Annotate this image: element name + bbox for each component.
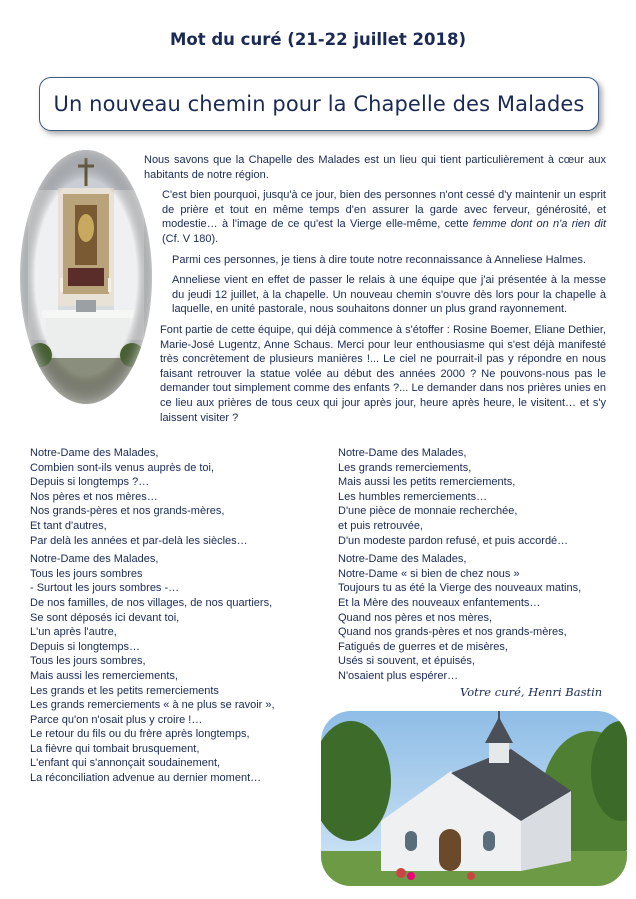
poem-line: Depuis si longtemps ?… bbox=[30, 476, 150, 489]
poem-line: Usés si souvent, et épuisés, bbox=[338, 655, 475, 668]
poem-line: Mais aussi les petits remerciements, bbox=[338, 476, 516, 489]
signature: Votre curé, Henri Bastin bbox=[460, 685, 603, 699]
poem-line: Le retour du fils ou du frère après longtemps, bbox=[30, 728, 250, 741]
poem-line: Nos pères et nos mères… bbox=[30, 490, 158, 503]
poem-line: Depuis si longtemps… bbox=[30, 640, 141, 653]
poem-line: Les grands remerciements « à ne plus se ravoir », bbox=[30, 699, 275, 712]
poem-line: D'un modeste pardon refusé, et puis accordé… bbox=[338, 534, 569, 547]
poem-line: Toujours tu as été la Vierge des nouveaux matins, bbox=[338, 582, 582, 595]
intro-paragraph-text: (Cf. V 180). bbox=[162, 232, 219, 245]
poem-line: Les humbles remerciements… bbox=[338, 490, 488, 503]
poem-line: Et tant d'autres, bbox=[30, 519, 107, 532]
poem-right-column bbox=[338, 446, 623, 688]
poem-line: Quand nos grands-pères et nos grands-mères, bbox=[338, 626, 567, 639]
poem-stanza bbox=[30, 552, 320, 786]
poem-line: Se sont déposés ici devant toi, bbox=[30, 611, 180, 624]
page-header: Mot du curé (21-22 juillet 2018) bbox=[169, 30, 466, 49]
title-banner bbox=[39, 77, 599, 131]
poem-line: - Surtout les jours sombres -… bbox=[30, 582, 180, 595]
poem-line: De nos familles, de nos villages, de nos quartiers, bbox=[30, 596, 273, 609]
poem-line: D'une pièce de monnaie recherchée, bbox=[338, 505, 518, 518]
intro-paragraph bbox=[140, 273, 606, 317]
poem-line: Par delà les années et par-delà les siècles… bbox=[30, 534, 248, 547]
intro-paragraph bbox=[140, 323, 606, 425]
poem-line: Combien sont-ils venus auprès de toi, bbox=[30, 461, 215, 474]
poem-line: Notre-Dame « si bien de chez nous » bbox=[338, 567, 520, 580]
poem-line: La fièvre qui tombait brusquement, bbox=[30, 742, 200, 755]
intro-paragraph bbox=[140, 188, 606, 246]
intro-paragraph-text: Anneliese vient en effet de passer le relais à une équipe que j'ai présentée à la messe du jeudi 12 juillet, à la chapelle. Un nouveau chemin s'ouvre dès lors pour la chapelle à laquelle, en unité pastorale, nous souhaitons donner un plus grand rayonnement. bbox=[172, 274, 606, 316]
poem-line: Les grands et les petits remerciements bbox=[30, 684, 219, 697]
poem-line: Mais aussi les remerciements, bbox=[30, 669, 178, 682]
poem-line: N'osaient plus espérer… bbox=[338, 669, 459, 682]
intro-paragraph-text: Font partie de cette équipe, qui déjà commence à s'étoffer : Rosine Boemer, Eliane Dethier, Marie-José Lugentz, Anne Schaus. Merci pour leur enthousiasme qui s'est déjà manifesté très concrètement de plusieurs manières !... Le ciel ne pourrait-il pas y répondre en nous faisant retrouver la statue volée au début des années 2000 ? Ne pouvons-nous pas le demander tout simplement comme des enfants ?... Le demander dans nos prières unies en ce lieu aux prières de tous ceux qui jour après jour, heure après heure, le visitent… et s'y laissent visiter ? bbox=[160, 323, 606, 424]
poem-stanza bbox=[338, 552, 623, 683]
intro-paragraph-text: Parmi ces personnes, je tiens à dire toute notre reconnaissance à Anneliese Halmes. bbox=[172, 253, 586, 266]
poem-line: L'enfant qui s'annonçait soudainement, bbox=[30, 757, 221, 770]
poem-left-column bbox=[30, 446, 320, 790]
chapel-interior-illustration bbox=[20, 150, 152, 404]
poem-line: Tous les jours sombres bbox=[30, 567, 143, 580]
poem-line: Nos grands-pères et nos grands-mères, bbox=[30, 505, 225, 518]
poem-line: Notre-Dame des Malades, bbox=[30, 553, 159, 566]
intro-text bbox=[140, 153, 606, 431]
poem-line: Notre-Dame des Malades, bbox=[30, 447, 159, 459]
poem-line: et puis retrouvée, bbox=[338, 519, 423, 532]
poem-line: Et la Mère des nouveaux enfantements… bbox=[338, 596, 541, 609]
poem-line: La réconciliation advenue au dernier moment… bbox=[30, 772, 262, 785]
poem-stanza bbox=[30, 446, 320, 548]
poem-line: Notre-Dame des Malades, bbox=[338, 447, 467, 459]
poem-line: L'un après l'autre, bbox=[30, 626, 117, 639]
poem-line: Notre-Dame des Malades, bbox=[338, 553, 467, 566]
chapel-interior-photo bbox=[20, 150, 152, 404]
banner-title: Un nouveau chemin pour la Chapelle des Malades bbox=[53, 92, 585, 116]
poem-line: Quand nos pères et nos mères, bbox=[338, 611, 493, 624]
poem-line: Fatigués de guerres et de misères, bbox=[338, 640, 508, 653]
intro-paragraph-text: C'est bien pourquoi, jusqu'à ce jour, bien des personnes n'ont cessé d'y maintenir un esprit de prière et tout en même temps d'en assurer la garde avec ferveur, générosité, et modestie… à l'image de ce qu'est la Vierge elle-même, cette bbox=[162, 189, 606, 231]
poem-line: Tous les jours sombres, bbox=[30, 655, 146, 668]
poem-line: Les grands remerciements, bbox=[338, 461, 472, 474]
chapel-exterior-photo bbox=[321, 711, 627, 886]
chapel-exterior-illustration bbox=[321, 711, 627, 886]
intro-italic-quote: femme dont on n'a rien dit bbox=[472, 218, 607, 231]
intro-paragraph bbox=[140, 153, 606, 182]
intro-paragraph bbox=[140, 253, 606, 268]
poem-line: Parce qu'on n'osait plus y croire !… bbox=[30, 713, 203, 726]
poem-stanza bbox=[338, 446, 623, 548]
intro-paragraph-text: Nous savons que la Chapelle des Malades est un lieu qui tient particulièrement à cœur aux habitants de notre région. bbox=[144, 154, 606, 181]
